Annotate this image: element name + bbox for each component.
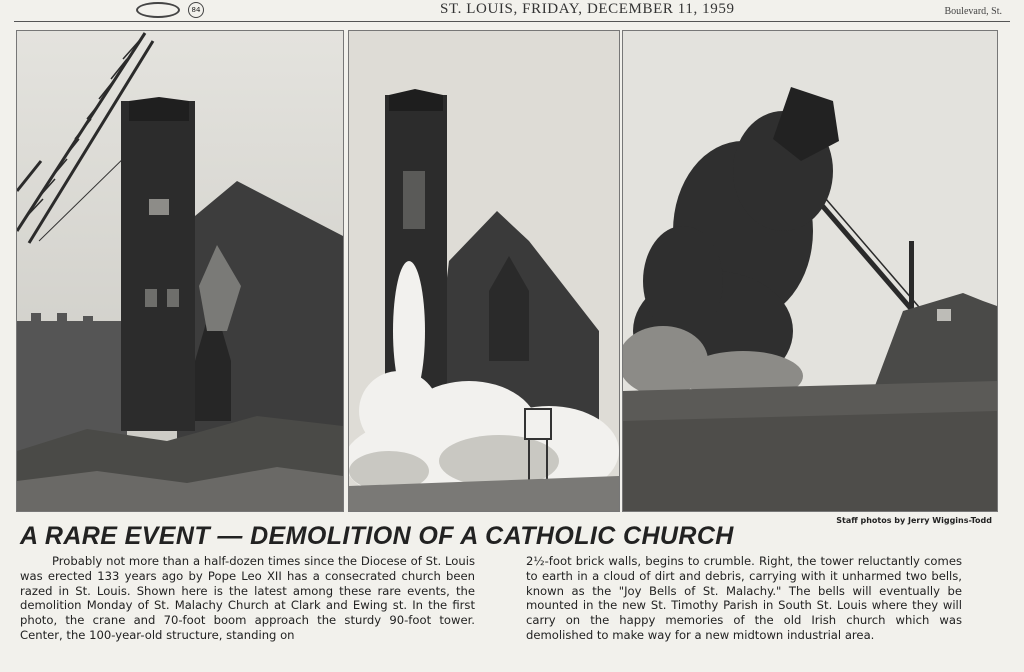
dateline: ST. LOUIS, FRIDAY, DECEMBER 11, 1959 — [440, 1, 735, 17]
photo-church-with-crane — [16, 30, 344, 512]
article-column-2: 2½-foot brick walls, begins to crumble. Right, the tower reluctantly comes to earth in a cloud of dirt and debris, carrying with it unharmed two bells, known as the "Joy Bells of St. Malachy." The bells will eventually be mounted in the new St. Timothy Parish in South St. Louis where they will carry on the happy memories of the old Irish church which was demolished to make way for a new midtown industrial area. — [526, 554, 962, 642]
section-tag: Boulevard, St. — [944, 6, 1002, 17]
page-number-badge: 84 — [188, 2, 204, 18]
photo-tower-collapsing — [348, 30, 620, 512]
church-with-crane-photo-icon — [17, 31, 343, 511]
tower-falling-dust-cloud-photo-icon — [623, 31, 997, 511]
masthead — [0, 0, 1024, 24]
photo-credit: Staff photos by Jerry Wiggins-Todd — [836, 516, 992, 525]
tower-collapsing-photo-icon — [349, 31, 619, 511]
photo-tower-falling — [622, 30, 998, 512]
newspaper-logo-icon — [136, 2, 180, 18]
article-column-1: Probably not more than a half-dozen times since the Diocese of St. Louis was erected 133 years ago by Pope Leo XII has a consecrated church been razed in St. Louis. Shown here is the latest among these rare events, the demolition Monday of St. Malachy Church at Clark and Ewing st. In the first photo, the crane and 70-foot boom approach the sturdy 90-foot tower. Center, the 100-year-old structure, standing on — [20, 554, 475, 642]
masthead-rule — [14, 21, 1010, 22]
article-headline: A RARE EVENT — DEMOLITION OF A CATHOLIC CHURCH — [20, 522, 734, 550]
